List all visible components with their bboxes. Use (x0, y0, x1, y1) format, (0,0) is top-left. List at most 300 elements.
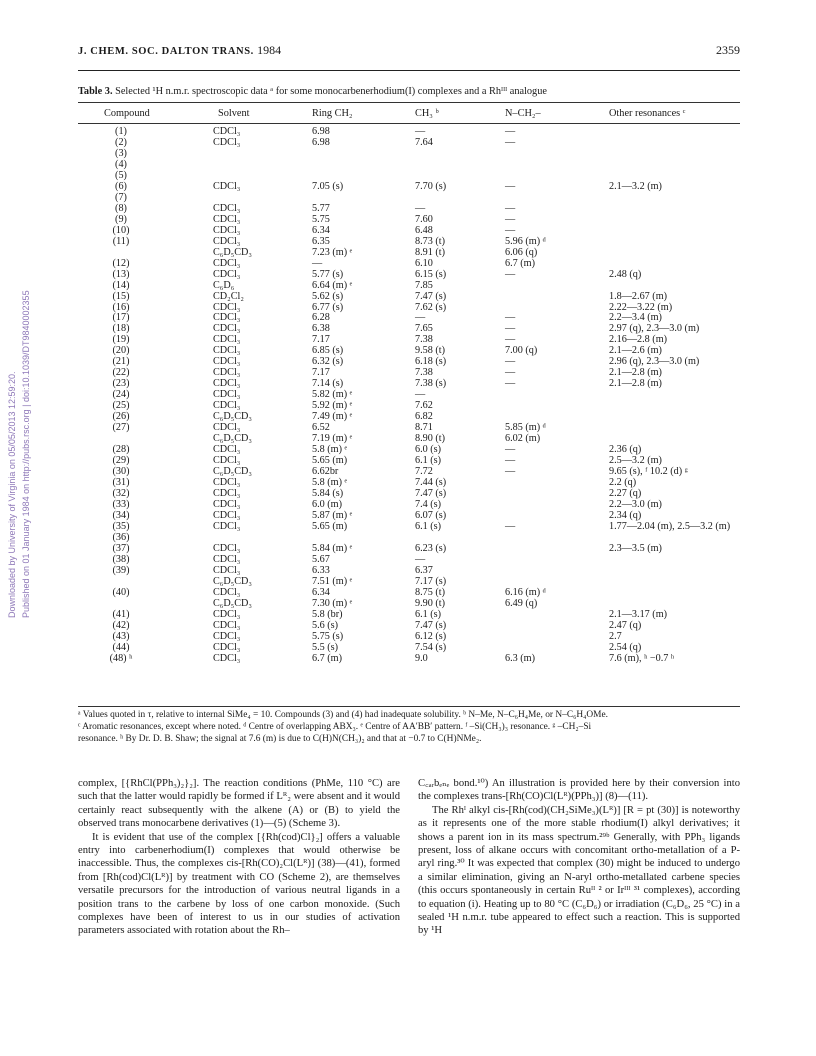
table-row (78, 236, 740, 247)
table-row (78, 367, 740, 378)
table-row (78, 203, 740, 214)
cell-ch3: 7.62 (s) (415, 301, 447, 313)
body-column-left (78, 777, 400, 938)
cell-compound: (4) (115, 158, 127, 170)
table-row (78, 620, 740, 631)
cell-solvent: CDCl₃ (213, 641, 241, 653)
table-body (78, 126, 740, 663)
table-rule-top (78, 102, 740, 103)
cell-compound: (39) (112, 564, 130, 576)
cell-ch3: 9.0 (415, 652, 428, 664)
table-footnotes (78, 709, 740, 746)
cell-ring-ch2: 5.8 (m) ᵉ (312, 444, 348, 456)
table-rule-bottom (78, 706, 740, 707)
cell-ch3: 6.48 (415, 224, 433, 236)
table-row (78, 312, 740, 323)
cell-ch3: — (415, 312, 426, 324)
table-row (78, 543, 740, 554)
cell-ch3: 8.71 (415, 422, 433, 434)
publication-note: Published on 01 January 1984 on http://pubs.rsc.org | doi:10.1039/DT9840002355 (21, 290, 31, 618)
cell-solvent: C₆D₅CD₃ (213, 466, 252, 478)
cell-compound: (11) (112, 235, 130, 247)
cell-n-ch2: — (505, 323, 516, 335)
header-compound: Compound (104, 108, 150, 119)
cell-other: 2.47 (q) (609, 619, 642, 631)
cell-solvent: CDCl₃ (213, 422, 241, 434)
table-row (78, 444, 740, 455)
cell-ring-ch2: 6.77 (s) (312, 301, 344, 313)
cell-ring-ch2: 6.34 (312, 586, 330, 598)
cell-ch3: 7.17 (s) (415, 575, 447, 587)
cell-ch3: 7.70 (s) (415, 180, 447, 192)
cell-compound: (22) (112, 367, 130, 379)
cell-solvent: CDCl₃ (213, 400, 241, 412)
cell-ch3: 6.07 (s) (415, 509, 447, 521)
cell-n-ch2: 6.7 (m) (505, 257, 535, 269)
cell-ring-ch2: 5.82 (m) ᵉ (312, 389, 353, 401)
cell-solvent: CDCl₃ (213, 520, 241, 532)
cell-solvent: CDCl₃ (213, 444, 241, 456)
cell-compound: (30) (112, 466, 130, 478)
table-row (78, 269, 740, 280)
table-row (78, 378, 740, 389)
download-watermark (3, 268, 39, 618)
table-row (78, 225, 740, 236)
cell-compound: (19) (112, 334, 130, 346)
cell-other: 2.1—2.8 (m) (609, 367, 662, 379)
cell-compound: (43) (112, 630, 130, 642)
cell-compound: (28) (112, 444, 130, 456)
cell-solvent: C₆D₆ (213, 279, 235, 291)
header-rule (78, 70, 740, 71)
cell-compound: (2) (115, 136, 127, 148)
cell-n-ch2: — (505, 136, 516, 148)
cell-ch3: — (415, 202, 426, 214)
paragraph: It is evident that use of the complex [{Rh(cod)Cl}₂] offers a valuable entry into carbenerhodium(I) complexes that would otherwise be inaccessible. Thus, the complexes cis-[Rh(CO)₂Cl(Lᴿ)] (38)—(41), formed from [Rh(cod)Cl(Lᴿ)] by treatment with CO (Scheme 2), are themselves versatile precursors for the introduction of various neutral ligands in a position trans to the carbene by loss of one carbon monoxide. (Such complexes have been of interest to us in our studies of activation parameters associated with rotation about the Rh– (78, 831, 400, 937)
cell-solvent: CDCl₃ (213, 586, 241, 598)
table-row (78, 389, 740, 400)
cell-solvent: CDCl₃ (213, 334, 241, 346)
cell-n-ch2: — (505, 334, 516, 346)
body-column-right (418, 777, 740, 938)
cell-compound: (13) (112, 268, 130, 280)
table-row (78, 159, 740, 170)
cell-n-ch2: — (505, 520, 516, 532)
table-row (78, 323, 740, 334)
cell-solvent: CDCl₃ (213, 257, 241, 269)
cell-n-ch2: 6.06 (q) (505, 246, 538, 258)
table-row (78, 631, 740, 642)
journal-header: J. CHEM. SOC. DALTON TRANS. 1984 (78, 43, 282, 57)
cell-other: 1.8—2.67 (m) (609, 290, 668, 302)
cell-ring-ch2: 7.17 (312, 334, 330, 346)
cell-compound: (31) (112, 477, 130, 488)
cell-compound: (24) (112, 389, 130, 401)
cell-compound: (5) (115, 169, 127, 181)
cell-solvent: CDCl₃ (213, 630, 241, 642)
cell-compound: (40) (112, 586, 130, 598)
table-row (78, 247, 740, 258)
table-row (78, 181, 740, 192)
cell-n-ch2: — (505, 367, 516, 379)
table-row (78, 642, 740, 653)
cell-ring-ch2: 5.6 (s) (312, 619, 339, 631)
footnote-line: ᶜ Aromatic resonances, except where noted. ᵈ Centre of overlapping ABX₃. ᵉ Centre of AA′BB′ pattern. ᶠ –Si(CH₃)₃ resonance. ᵍ –CH₂–Si (78, 722, 592, 733)
cell-compound: (1) (115, 126, 127, 137)
cell-ch3: 8.91 (t) (415, 246, 445, 258)
table-row (78, 422, 740, 433)
cell-ch3: 6.15 (s) (415, 268, 447, 280)
header-ring-ch2: Ring CH₂ (312, 108, 353, 119)
table-row (78, 477, 740, 488)
table-row (78, 598, 740, 609)
cell-n-ch2: — (505, 202, 516, 214)
cell-ring-ch2: 7.49 (m) ᵉ (312, 411, 353, 423)
cell-solvent: CDCl₃ (213, 542, 241, 554)
cell-other: 2.34 (q) (609, 509, 642, 521)
cell-ring-ch2: 5.65 (m) (312, 455, 348, 467)
cell-ring-ch2: 6.7 (m) (312, 652, 342, 664)
running-head (78, 43, 740, 61)
cell-compound: (7) (115, 191, 127, 203)
table-row (78, 170, 740, 181)
cell-ring-ch2: 7.51 (m) ᵉ (312, 575, 353, 587)
cell-compound: (29) (112, 455, 130, 467)
download-note: Downloaded by University of Virginia on 05/05/2013 12:59:20. (7, 371, 17, 618)
cell-other: 2.36 (q) (609, 444, 642, 456)
cell-ring-ch2: 5.65 (m) (312, 520, 348, 532)
page-number: 2359 (716, 43, 740, 57)
table-rule-header (78, 123, 740, 124)
cell-n-ch2: — (505, 213, 516, 225)
cell-ring-ch2: 5.75 (312, 213, 330, 225)
table-row (78, 565, 740, 576)
cell-ch3: — (415, 126, 426, 137)
table-row (78, 214, 740, 225)
cell-ring-ch2: 6.38 (312, 323, 330, 335)
cell-ring-ch2: 5.77 (s) (312, 268, 344, 280)
table-row (78, 466, 740, 477)
cell-compound: (33) (112, 498, 130, 510)
cell-compound: (36) (112, 531, 130, 543)
cell-n-ch2: 5.96 (m) ᵈ (505, 235, 546, 247)
cell-other: 2.16—2.8 (m) (609, 334, 668, 346)
table-row (78, 291, 740, 302)
paragraph: C꜀ₐᵣbₑₙₑ bond.¹⁰) An illustration is provided here by their conversion into the complexes trans-[Rh(CO)Cl(Lᴿ)(PPh₃)] (8)—(11). (418, 778, 740, 803)
cell-other: 2.2—3.0 (m) (609, 498, 662, 510)
cell-compound: (26) (112, 411, 130, 423)
cell-compound: (41) (112, 608, 130, 620)
cell-ch3: 7.54 (s) (415, 641, 447, 653)
cell-compound: (44) (112, 641, 130, 653)
cell-solvent: CDCl₃ (213, 268, 241, 280)
header-solvent: Solvent (218, 108, 250, 119)
cell-solvent: CDCl₃ (213, 389, 241, 401)
cell-ring-ch2: 6.35 (312, 235, 330, 247)
cell-ring-ch2: 6.34 (312, 224, 330, 236)
cell-ring-ch2: 5.67 (312, 553, 330, 565)
cell-compound: (38) (112, 553, 130, 565)
table-row (78, 455, 740, 466)
table-row (78, 345, 740, 356)
cell-ring-ch2: — (312, 257, 323, 269)
cell-ring-ch2: 6.62br (312, 466, 339, 478)
cell-compound: (12) (112, 257, 130, 269)
cell-solvent: CDCl₃ (213, 126, 241, 137)
paragraph: The Rhᴵ alkyl cis-[Rh(cod)(CH₂SiMe₃)(Lᴿ)] [R = pt (30)] is noteworthy as it represents one of the more stable rhodium(I) alkyl derivatives; it shows a parent ion in its mass spectrum.²⁹ᵇ Generally, with PPh₃ ligands present, loss of alkane occurs with concomitant ortho-metallation of a P-aryl ring.³⁰ It was expected that complex (30) might be induced to undergo a similar elimination, giving an N-aryl ortho-metallated carbene species (this occurs spontaneously in certain Ruᴵᴵ ² or Irᴵᴵᴵ ³¹ complexes), according to equation (i). Heating up to 80 °C (C₆D₆) or irradiation (C₆D₆, 25 °C) in a sealed ¹H n.m.r. tube appeared to effect such a reaction. This is supported by ¹H (418, 804, 740, 937)
cell-compound: (10) (112, 224, 130, 236)
cell-compound: (8) (115, 202, 127, 214)
cell-n-ch2: — (505, 455, 516, 467)
cell-solvent: CDCl₃ (213, 213, 241, 225)
cell-solvent: CDCl₃ (213, 235, 241, 247)
cell-solvent: CDCl₃ (213, 136, 241, 148)
table-row (78, 126, 740, 137)
cell-solvent: C₆D₅CD₃ (213, 597, 252, 609)
cell-ring-ch2: 6.0 (m) (312, 498, 342, 510)
cell-compound: (18) (112, 323, 130, 335)
cell-n-ch2: — (505, 378, 516, 390)
cell-ring-ch2: 7.14 (s) (312, 378, 344, 390)
cell-n-ch2: — (505, 268, 516, 280)
cell-solvent: C₆D₅CD₃ (213, 411, 252, 423)
cell-compound: (20) (112, 345, 130, 357)
table-row (78, 411, 740, 422)
cell-n-ch2: 6.02 (m) (505, 433, 541, 445)
cell-other: 2.2 (q) (609, 477, 637, 488)
cell-ring-ch2: 5.62 (s) (312, 290, 344, 302)
table-row (78, 356, 740, 367)
table-row (78, 576, 740, 587)
cell-compound: (34) (112, 509, 130, 521)
cell-solvent: CDCl₃ (213, 608, 241, 620)
cell-ch3: 6.18 (s) (415, 356, 447, 368)
table-row (78, 137, 740, 148)
cell-solvent: CDCl₃ (213, 477, 241, 488)
cell-other: 2.1—3.17 (m) (609, 608, 668, 620)
table-row (78, 433, 740, 444)
cell-other: 2.1—2.8 (m) (609, 378, 662, 390)
cell-n-ch2: 6.16 (m) ᵈ (505, 586, 546, 598)
paragraph: complex, [{RhCl(PPh₃)₂}₂]. The reaction conditions (PhMe, 110 °C) are such that the latter would rapidly be formed if Lᴿ₂ were absent and it would certainly react subsequently with the alkene (A) or (B) to yield the observed trans monocarbene derivatives (1)—(5) (Scheme 3). (78, 778, 400, 830)
cell-solvent: CDCl₃ (213, 301, 241, 313)
footnote-line: ᵃ Values quoted in τ, relative to internal SiMe₄ = 10. Compounds (3) and (4) had inadequate solubility. ᵇ N–Me, N–C₆H₄Me, or N–C₆H₄OMe. (78, 710, 609, 720)
table-row (78, 302, 740, 313)
cell-ring-ch2: 5.84 (s) (312, 487, 344, 499)
cell-other: 2.7 (609, 630, 622, 642)
cell-solvent: CDCl₃ (213, 498, 241, 510)
cell-solvent: CDCl₃ (213, 367, 241, 379)
cell-ring-ch2: 6.33 (312, 564, 330, 576)
cell-compound: (42) (112, 619, 130, 631)
cell-other: 2.2—3.4 (m) (609, 312, 662, 324)
table-row (78, 609, 740, 620)
cell-ch3: 7.44 (s) (415, 477, 447, 488)
cell-n-ch2: — (505, 312, 516, 324)
cell-other: 2.3—3.5 (m) (609, 542, 662, 554)
cell-ch3: 6.10 (415, 257, 433, 269)
cell-n-ch2: — (505, 356, 516, 368)
cell-ch3: 6.1 (s) (415, 608, 442, 620)
cell-n-ch2: — (505, 444, 516, 456)
cell-n-ch2: — (505, 126, 516, 137)
cell-ch3: — (415, 553, 426, 565)
cell-compound: (37) (112, 542, 130, 554)
cell-solvent: CDCl₃ (213, 356, 241, 368)
cell-solvent: CD₂Cl₂ (213, 290, 244, 302)
table-row (78, 192, 740, 203)
cell-solvent: CDCl₃ (213, 323, 241, 335)
cell-solvent: CDCl₃ (213, 378, 241, 390)
cell-ring-ch2: 5.92 (m) ᵉ (312, 400, 353, 412)
cell-n-ch2: 6.49 (q) (505, 597, 538, 609)
cell-ring-ch2: 6.32 (s) (312, 356, 344, 368)
table-row (78, 258, 740, 269)
cell-ch3: — (415, 389, 426, 401)
cell-solvent: CDCl₃ (213, 345, 241, 357)
cell-other: 1.77—2.04 (m), 2.5—3.2 (m) (609, 520, 731, 532)
cell-other: 7.6 (m), ʰ −0.7 ʰ (609, 652, 675, 664)
footnote-line: resonance. ʰ By Dr. D. B. Shaw; the signal at 7.6 (m) is due to C(H)N(CH₃)₂ and that at −0.7 to C(H)NMe₂. (78, 734, 482, 745)
cell-ch3: 7.38 (415, 367, 433, 379)
cell-compound: (3) (115, 147, 127, 159)
table-row (78, 334, 740, 345)
cell-ring-ch2: 6.85 (s) (312, 345, 344, 357)
table-row (78, 653, 740, 664)
cell-ch3: 7.65 (415, 323, 433, 335)
cell-other: 2.97 (q), 2.3—3.0 (m) (609, 323, 700, 335)
table-row (78, 521, 740, 532)
cell-solvent: C₆D₅CD₃ (213, 575, 252, 587)
cell-n-ch2: — (505, 466, 516, 478)
cell-ring-ch2: 6.98 (312, 126, 330, 137)
cell-ring-ch2: 6.52 (312, 422, 330, 434)
cell-solvent: C₆D₅CD₃ (213, 433, 252, 445)
cell-other: 2.1—2.6 (m) (609, 345, 662, 357)
table-row (78, 554, 740, 565)
cell-ch3: 9.90 (t) (415, 597, 445, 609)
table-row (78, 510, 740, 521)
cell-ring-ch2: 7.30 (m) ᵉ (312, 597, 353, 609)
cell-other: 2.5—3.2 (m) (609, 455, 662, 467)
cell-ch3: 6.1 (s) (415, 455, 442, 467)
cell-compound: (16) (112, 301, 130, 313)
cell-n-ch2: 5.85 (m) ᵈ (505, 422, 546, 434)
cell-ch3: 7.38 (415, 334, 433, 346)
cell-ch3: 6.37 (415, 564, 433, 576)
cell-compound: (32) (112, 487, 130, 499)
cell-solvent: CDCl₃ (213, 509, 241, 521)
cell-ch3: 7.62 (415, 400, 433, 412)
cell-compound: (35) (112, 520, 130, 532)
table-row (78, 400, 740, 411)
cell-compound: (6) (115, 180, 127, 192)
cell-ch3: 9.58 (t) (415, 345, 445, 357)
table-header (78, 108, 740, 122)
cell-ring-ch2: 5.87 (m) ᵉ (312, 509, 353, 521)
cell-other: 2.48 (q) (609, 268, 642, 280)
cell-ch3: 7.64 (415, 136, 433, 148)
table-row (78, 488, 740, 499)
cell-compound: (48) ʰ (109, 652, 133, 664)
cell-ch3: 7.38 (s) (415, 378, 447, 390)
cell-ring-ch2: 7.19 (m) ᵉ (312, 433, 353, 445)
cell-compound: (25) (112, 400, 130, 412)
cell-solvent: CDCl₃ (213, 224, 241, 236)
cell-compound: (14) (112, 279, 130, 291)
cell-solvent: CDCl₃ (213, 180, 241, 192)
cell-compound: (15) (112, 290, 130, 302)
cell-ring-ch2: 5.8 (m) ᵉ (312, 477, 348, 488)
cell-other: 2.54 (q) (609, 641, 642, 653)
cell-ch3: 7.60 (415, 213, 433, 225)
cell-ring-ch2: 6.28 (312, 312, 330, 324)
table-row (78, 280, 740, 291)
cell-compound: (17) (112, 312, 130, 324)
cell-solvent: C₆D₅CD₃ (213, 246, 252, 258)
cell-ch3: 6.82 (415, 411, 433, 423)
cell-ch3: 7.47 (s) (415, 487, 447, 499)
cell-ch3: 6.0 (s) (415, 444, 442, 456)
cell-solvent: CDCl₃ (213, 553, 241, 565)
header-other: Other resonances ᶜ (609, 108, 686, 119)
cell-n-ch2: — (505, 224, 516, 236)
cell-compound: (27) (112, 422, 130, 434)
table-caption (78, 86, 740, 97)
cell-n-ch2: — (505, 180, 516, 192)
cell-solvent: CDCl₃ (213, 312, 241, 324)
cell-ch3: 7.72 (415, 466, 433, 478)
cell-solvent: CDCl₃ (213, 652, 241, 664)
cell-ch3: 8.90 (t) (415, 433, 445, 445)
cell-other: 2.22—3.22 (m) (609, 301, 673, 313)
cell-ring-ch2: 5.75 (s) (312, 630, 344, 642)
cell-compound: (23) (112, 378, 130, 390)
cell-n-ch2: 6.3 (m) (505, 652, 535, 664)
table-label: Table 3. (78, 86, 113, 97)
cell-ring-ch2: 7.23 (m) ᵉ (312, 246, 353, 258)
cell-ch3: 6.23 (s) (415, 542, 447, 554)
cell-ch3: 7.47 (s) (415, 619, 447, 631)
cell-ch3: 6.1 (s) (415, 520, 442, 532)
cell-other: 9.65 (s), ᶠ 10.2 (d) ᵍ (609, 466, 688, 478)
cell-solvent: CDCl₃ (213, 455, 241, 467)
header-ch3: CH₃ ᵇ (415, 108, 439, 119)
cell-solvent: CDCl₃ (213, 487, 241, 499)
cell-ring-ch2: 5.5 (s) (312, 641, 339, 653)
cell-other: 2.27 (q) (609, 487, 642, 499)
cell-ring-ch2: 6.64 (m) ᵉ (312, 279, 353, 291)
table-row (78, 532, 740, 543)
cell-ring-ch2: 7.05 (s) (312, 180, 344, 192)
cell-ring-ch2: 5.8 (br) (312, 608, 343, 620)
cell-ch3: 8.73 (t) (415, 235, 445, 247)
cell-other: 2.96 (q), 2.3—3.0 (m) (609, 356, 700, 368)
cell-ch3: 7.47 (s) (415, 290, 447, 302)
table-row (78, 148, 740, 159)
header-n-ch2: N–CH₂– (505, 108, 541, 119)
cell-ring-ch2: 5.77 (312, 202, 330, 214)
cell-solvent: CDCl₃ (213, 564, 241, 576)
table-caption-text: Selected ¹H n.m.r. spectroscopic data ᵃ for some monocarbenerhodium(I) complexes and a Rhᴵᴵᴵ analogue (115, 86, 547, 97)
cell-solvent: CDCl₃ (213, 202, 241, 214)
cell-ring-ch2: 5.84 (m) ᵉ (312, 542, 353, 554)
cell-compound: (21) (112, 356, 130, 368)
cell-ring-ch2: 7.17 (312, 367, 330, 379)
cell-ch3: 7.4 (s) (415, 498, 442, 510)
cell-ch3: 8.75 (t) (415, 586, 445, 598)
cell-ch3: 6.12 (s) (415, 630, 447, 642)
